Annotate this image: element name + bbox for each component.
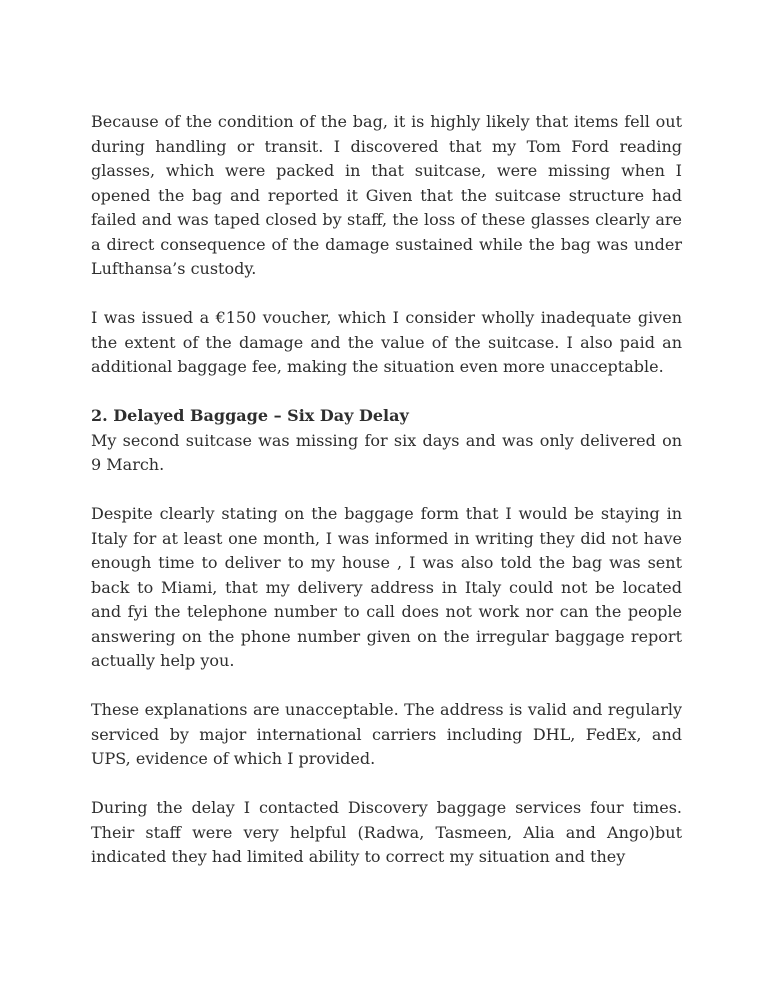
paragraph-address-valid: These explanations are unacceptable. The address is valid and regularly serviced by major international carriers including DHL, FedEx, and UPS, evidence of which I provided. [91, 700, 682, 768]
paragraph-contacted-services: During the delay I contacted Discovery baggage services four times. Their staff were very helpful (Radwa, Tasmeen, Alia and Ango)but indicated they had limited ability to correct my situation and they [91, 798, 682, 866]
paragraph-voucher-inadequate: I was issued a €150 voucher, which I consider wholly inadequate given the extent of the damage and the value of the suitcase. I also paid an additional baggage fee, making the situation even more unacceptable. [91, 308, 682, 376]
paragraph-suitcase-missing: My second suitcase was missing for six days and was only delivered on 9 March. [91, 430, 682, 474]
paragraph-damage-consequence: Because of the condition of the bag, it is highly likely that items fell out during handling or transit. I discovered that my Tom Ford reading glasses, which were packed in that suitcase, were missing when I opened the bag and reported it Given that the suitcase structure had failed and was taped closed by staff, the loss of these glasses clearly are a direct consequence of the damage sustained while the bag was under Lufthansa’s custody. [91, 112, 682, 278]
section-heading-delayed-baggage: 2. Delayed Baggage – Six Day Delay [91, 406, 409, 425]
paragraph-delivery-explanations: Despite clearly stating on the baggage form that I would be staying in Italy for at least one month, I was informed in writing they did not have enough time to deliver to my house , I was also told the bag was sent back to Miami, that my delivery address in Italy could not be located and fyi the telephone number to call does not work nor can the people answering on the phone number given on the irregular baggage report actually help you. [91, 504, 682, 670]
